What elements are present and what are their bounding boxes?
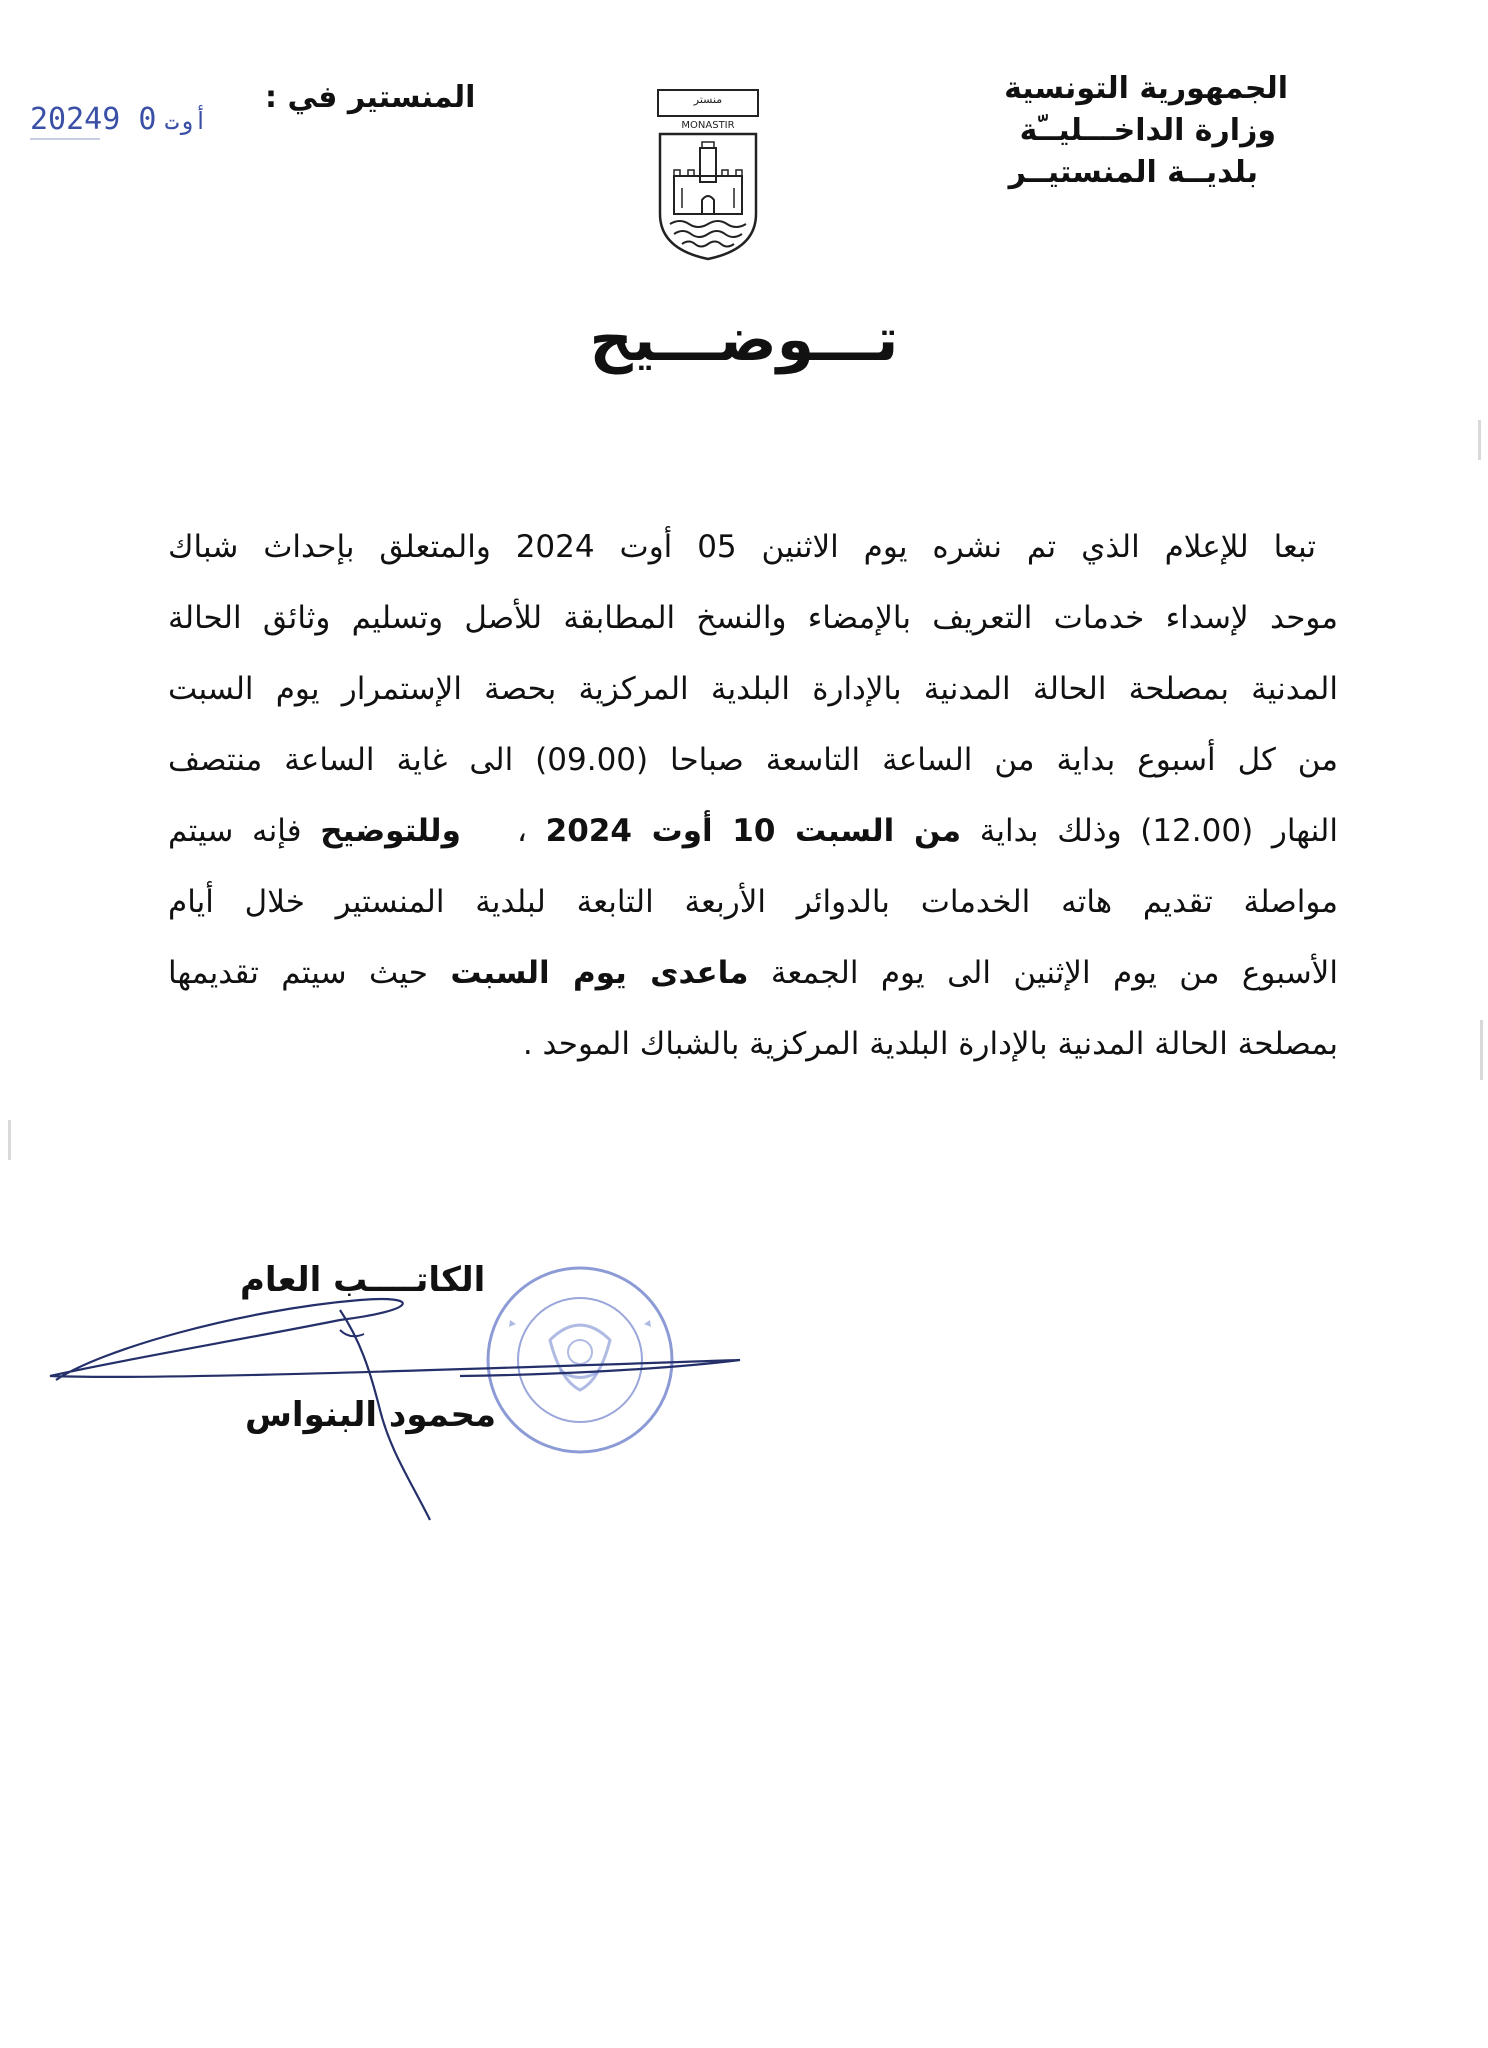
body-line [168,938,1338,1009]
crest-caption: MONASTIR [681,120,735,131]
signatory-title: الكاتــــب العام [240,1260,486,1300]
date-stamp-underline [30,138,100,140]
body-bold-exception: ماعدى يوم السبت [450,955,749,991]
body-line [168,796,1338,867]
scan-speck [1478,420,1481,460]
body-line: مواصلة تقديم هاته الخدمات بالدوائر الأربعة التابعة لبلدية المنستير خلال أيام [168,884,1338,920]
body-line: تبعا للإعلام الذي تم نشره يوم الاثنين 05 أوت 2024 والمتعلق بإحداث شباك [168,529,1316,565]
place-label: المنستير في : [265,80,476,115]
body-line: بمصلحة الحالة المدنية بالإدارة البلدية المركزية بالشباك الموحد . [522,1026,1338,1062]
scan-speck [8,1120,11,1160]
body-text: النهار (12.00) وذلك بداية [979,813,1338,849]
body-text: حيث سيتم تقديمها [168,955,428,991]
document-title: تـــوضـــيح [589,305,899,375]
body-line: موحد لإسداء خدمات التعريف بالإمضاء والنسخ المطابقة للأصل وتسليم وثائق الحالة [168,600,1338,636]
date-stamp-month: أوت [164,107,208,135]
body-paragraph [168,512,1338,1080]
monastir-coat-of-arms-icon [652,84,764,262]
scan-speck [1480,1020,1483,1080]
body-text: ، [516,813,527,849]
body-line: المدنية بمصلحة الحالة المدنية بالإدارة البلدية المركزية بحصة الإستمرار يوم السبت [168,671,1338,707]
date-stamp [30,102,216,137]
signatory-name: محمود البنواس [245,1395,497,1435]
body-line: من كل أسبوع بداية من الساعة التاسعة صباحا (09.00) الى غاية الساعة منتصف [168,742,1338,778]
body-bold-clarification: وللتوضيح [320,813,461,849]
municipality-name: بلديــة المنستيــر [1008,155,1258,190]
body-text: فإنه سيتم [168,813,302,849]
crest-motto: منستر [693,93,723,106]
letterhead [1004,68,1288,194]
ministry-name: وزارة الداخـــليــّة [1019,113,1276,148]
date-stamp-year: 2024 [30,102,103,137]
date-stamp-day: 0 9 [102,102,157,137]
body-text: الأسبوع من يوم الإثنين الى يوم الجمعة [770,955,1338,991]
body-bold-date: من السبت 10 أوت 2024 [545,813,962,849]
republic-name: الجمهورية التونسية [1004,71,1288,106]
